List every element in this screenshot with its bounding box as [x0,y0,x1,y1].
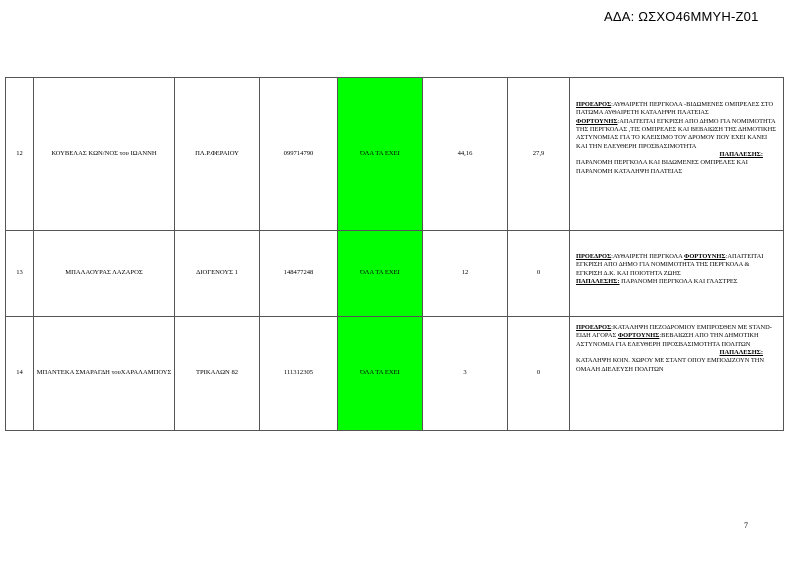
remark-papalesis [576,278,777,286]
tax-id: 148477248 [260,231,338,317]
remark-text: :ΚΑΤΑΛΗΨΗ ΠΕΖΟΔΡΟΜΙΟΥ ΕΜΠΡΟΣΘΕΝ ΜΕ STAND-ΕΙΔΗ ΑΓΟΡΑΣ [576,324,772,340]
owner-name: ΚΟΥΒΕΛΑΣ ΚΩΝ/ΝΟΣ του ΙΩΑΝΝΗ [34,78,175,231]
remark-text: :ΑΥΘΑΙΡΕΤΗ ΠΕΡΓΚΟΛΑ [611,253,683,260]
owner-name: ΜΠΑΝΤΕΚΑ ΣΜΑΡΑΓΔΗ τουΧΑΡΑΛΑΜΠΟΥΣ [34,317,175,431]
remark-label: ΠΑΠΑΛΕΣΗΣ: [719,348,763,356]
register-table [5,77,784,431]
area-value-b: 0 [508,231,570,317]
remark-label: ΠΑΠΑΛΕΣΗΣ: [719,150,763,158]
remark-label: ΦΟΡΤΟΥΝΗΣ [684,253,726,260]
address: ΠΛ.Ρ.ΦΕΡΑΙΟΥ [175,78,260,231]
area-value-a: 44,16 [423,78,508,231]
remarks-cell [570,231,784,317]
remark-proedros [576,101,777,118]
tax-id: 099714790 [260,78,338,231]
address: ΤΡΙΚΑΛΩΝ 82 [175,317,260,431]
status-cell: ΌΛΑ ΤΑ ΕΧΕΙ [338,231,423,317]
remark-proedros [576,253,777,278]
remark-text: ΠΑΡΑΝΟΜΗ ΠΕΡΓΚΟΛΑ ΚΑΙ ΒΙΔΩΜΕΝΕΣ ΟΜΠΡΕΛΕΣ ΚΑΙ ΠΑΡΑΝΟΜΗ ΚΑΤΑΛΗΨΗ ΠΛΑΤΕΙΑΣ [576,159,748,175]
area-value-b: 0 [508,317,570,431]
ada-code: ΑΔΑ: ΩΣΧΟ46ΜΜΥΗ-Ζ01 [604,9,759,24]
area-value-a: 3 [423,317,508,431]
remark-label: ΠΡΟΕΔΡΟΣ [576,101,612,108]
remark-text: ΚΑΤΑΛΗΨΗ ΚΟΙΝ. ΧΩΡΟΥ ΜΕ ΣΤΑΝΤ ΟΠΟΥ ΕΜΠΟΔΙΖΟΥΝ ΤΗΝ ΟΜΑΛΗ ΔΙΕΛΕΥΣΗ ΠΟΛΙΤΩΝ [576,357,764,373]
area-value-b: 27,9 [508,78,570,231]
status-cell: ΌΛΑ ΤΑ ΕΧΕΙ [338,317,423,431]
row-number: 14 [6,317,34,431]
remark-text: :ΑΠΑΙΤΕΙΤΑΙ ΕΓΚΡΙΣΗ ΑΠΟ ΔΗΜΟ ΓΙΑ ΝΟΜΙΜΟΤΗΤΑ ΤΗΣ ΠΕΡΓΚΟΛΑΣ ,ΤΙΣ ΟΜΠΡΕΛΕΣ ΚΑΙ ΒΕΒΑΙΩΣΗ ΤΗΣ ΔΗΜΟΤΙΚΗΣ ΑΣΤΥΝΟΜΙΑΣ ΓΙΑ ΤΟ ΚΛΕΙΣΙΜΟ ΤΟΥ ΔΡΟΜΟΥ ΠΟΥ ΕΧΕΙ ΚΑΝΕΙ ΚΑΙ ΤΗΝ ΕΛΕΥΘΕΡΗ ΠΡΟΣΒΑΣΙΜΟΤΗΤΑ [576,117,777,150]
page-number: 7 [744,521,748,530]
remark-label: ΦΟΡΤΟΥΝΗΣ [617,332,660,340]
owner-name: ΜΠΑΛΑΟΥΡΑΣ ΛΑΖΑΡΟΣ [34,231,175,317]
remark-label: ΠΡΟΕΔΡΟΣ [576,324,612,331]
tax-id: 111312305 [260,317,338,431]
remark-text: :ΑΥΘΑΙΡΕΤΗ ΠΕΡΓΚΟΛΑ -ΒΙΔΩΜΕΝΕΣ ΟΜΠΡΕΛΕΣ ΣΤΟ ΠΑΤΩΜΑ ΑΥΘΑΙΡΕΤΗ ΚΑΤΑΛΗΨΗ ΠΛΑΤΕΙΑΣ [576,101,774,117]
remark-label: ΠΑΠΑΛΕΣΗΣ: [576,277,620,285]
remark-fortounis [576,118,777,151]
row-number: 13 [6,231,34,317]
remark-label: ΠΡΟΕΔΡΟΣ [576,253,612,260]
table-row [6,231,784,317]
remark-text: ΠΑΡΑΝΟΜΗ ΠΕΡΓΚΟΛΑ ΚΑΙ ΓΛΑΣΤΡΕΣ [621,277,738,285]
remark-text: :ΒΕΒΑΙΩΣΗ ΑΠΟ ΤΗΝ ΔΗΜΟΤΙΚΗ ΑΣΤΥΝΟΜΙΑ ΓΙΑ ΕΛΕΥΘΕΡΗ ΠΡΟΣΒΑΣΙΜΟΤΗΤΑ ΠΟΛΙΤΩΝ [576,332,759,348]
remarks-cell [570,78,784,231]
row-number: 12 [6,78,34,231]
remarks-cell [570,317,784,431]
table-row [6,78,784,231]
area-value-a: 12 [423,231,508,317]
address: ΔΙΟΓΕΝΟΥΣ 1 [175,231,260,317]
status-cell: ΌΛΑ ΤΑ ΕΧΕΙ [338,78,423,231]
remark-label: ΦΟΡΤΟΥΝΗΣ [576,117,618,125]
remark-proedros [576,324,777,349]
table-row [6,317,784,431]
remark-text: :ΑΠΑΙΤΕΙΤΑΙ ΕΓΚΡΙΣΗ ΑΠΟ ΔΗΜΟ ΓΙΑ ΝΟΜΙΜΟΤΗΤΑ ΤΗΣ ΠΕΡΓΚΟΛΑ & ΕΓΚΡΙΣΗ Δ.Κ. ΚΑΙ ΠΟΙΟΤΗΤΑ ΖΩΗΣ [576,253,764,277]
